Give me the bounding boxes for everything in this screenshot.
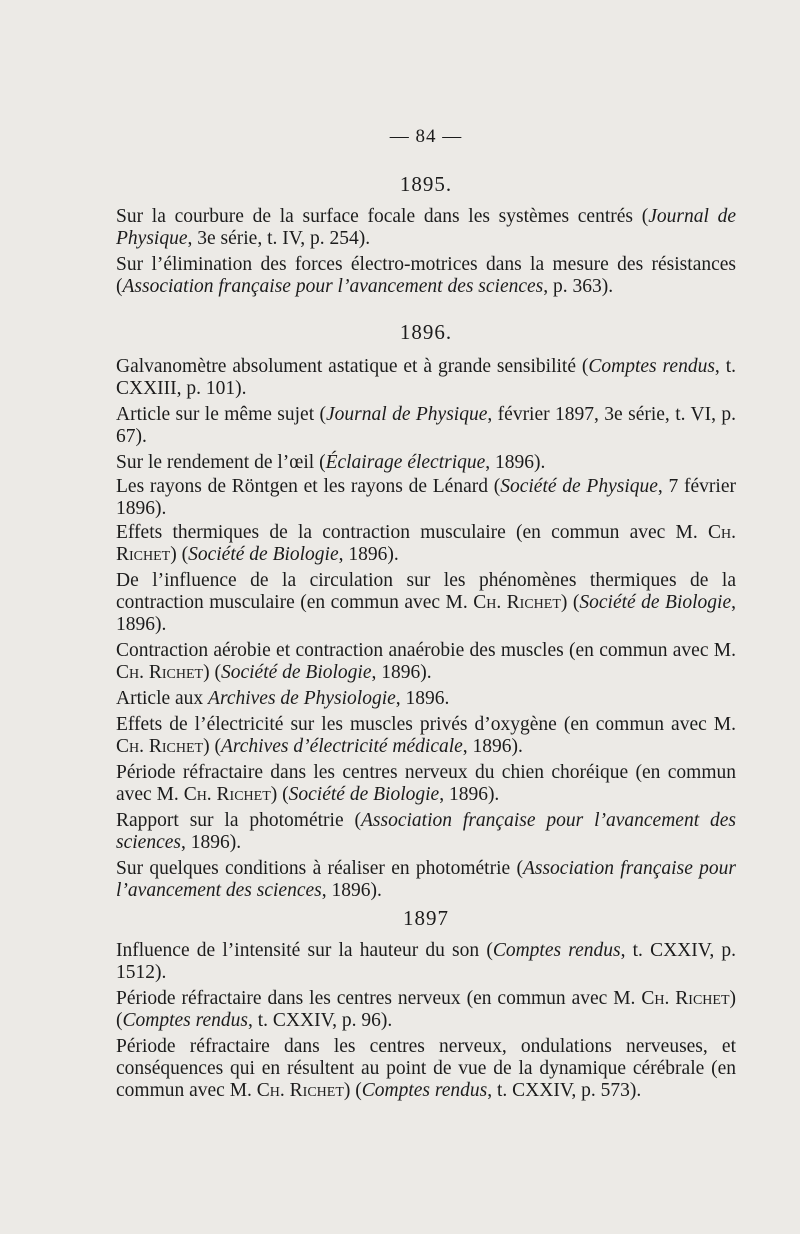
bibliography-entry: Les rayons de Röntgen et les rayons de Lénard (Société de Physique, 7 février 1896). bbox=[116, 476, 736, 519]
bibliography-entry: Période réfractaire dans les centres nerveux (en commun avec M. Ch. Richet) (Comptes rendus, t. CXXIV, p. 96). bbox=[116, 988, 736, 1031]
bibliography-entry: Article sur le même sujet (Journal de Physique, février 1897, 3e série, t. VI, p. 67). bbox=[116, 404, 737, 447]
bibliography-entry: Influence de l’intensité sur la hauteur du son (Comptes rendus, t. CXXIV, p. 1512). bbox=[116, 940, 736, 983]
bibliography-entry: Période réfractaire dans les centres nerveux, ondulations nerveuses, et conséquences qui en résultent au point de vue de la dynamique cérébrale (en commun avec M. Ch. Richet) (Comptes rendus, t. CXXIV, p. 573). bbox=[116, 1036, 736, 1101]
year-heading-1895: 1895. bbox=[399, 172, 453, 196]
bibliography-entry: Période réfractaire dans les centres nerveux du chien choréique (en commun avec M. Ch. Richet) (Société de Biologie, 1896). bbox=[116, 762, 736, 805]
bibliography-entry: Rapport sur la photométrie (Association française pour l’avancement des sciences, 1896). bbox=[116, 810, 737, 853]
bibliography-entry: Effets thermiques de la contraction musculaire (en commun avec M. Ch. Richet) (Société de Biologie, 1896). bbox=[116, 522, 736, 565]
page-number: — 84 — bbox=[389, 126, 463, 147]
year-heading-1897: 1897 bbox=[403, 906, 449, 930]
bibliography-entry: Contraction aérobie et contraction anaérobie des muscles (en commun avec M. Ch. Richet) (Société de Biologie, 1896). bbox=[116, 640, 736, 683]
bibliography-entry: Sur le rendement de l’œil (Éclairage électrique, 1896). bbox=[116, 452, 546, 473]
bibliography-entry: Sur la courbure de la surface focale dans les systèmes centrés (Journal de Physique, 3e série, t. IV, p. 254). bbox=[116, 206, 736, 249]
bibliography-entry: Effets de l’électricité sur les muscles privés d’oxygène (en commun avec M. Ch. Richet) (Archives d’électricité médicale, 1896). bbox=[116, 714, 736, 757]
bibliography-entry: Sur quelques conditions à réaliser en photométrie (Association française pour l’avancement des sciences, 1896). bbox=[116, 858, 736, 901]
bibliography-entry: Sur l’élimination des forces électro-motrices dans la mesure des résistances (Association française pour l’avancement des sciences, p. 363). bbox=[116, 254, 736, 297]
bibliography-entry: Galvanomètre absolument astatique et à grande sensibilité (Comptes rendus, t. CXXIII, p. 101). bbox=[116, 356, 737, 399]
bibliography-entry: De l’influence de la circulation sur les phénomènes thermiques de la contraction musculaire (en commun avec M. Ch. Richet) (Société de Biologie, 1896). bbox=[116, 570, 736, 635]
bibliography-entry: Article aux Archives de Physiologie, 1896. bbox=[116, 688, 450, 709]
year-heading-1896: 1896. bbox=[399, 320, 453, 344]
